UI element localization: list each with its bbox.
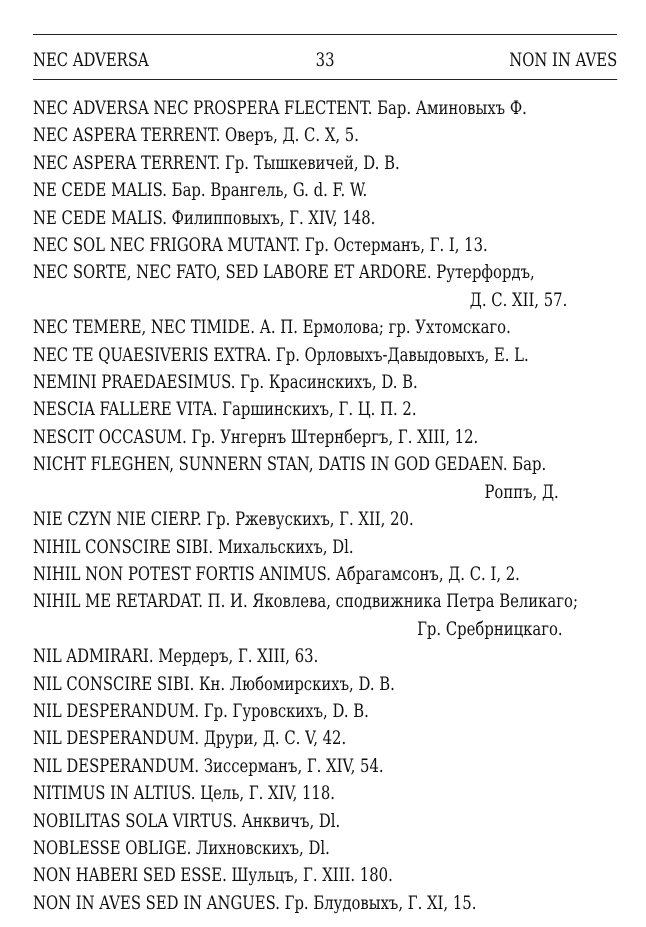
motto-entry [33,177,617,204]
motto-entry [33,342,617,369]
motto-entry [33,780,617,807]
motto-text: NEMINI PRAEDAESIMUS. Гр. Красинскихъ, D. B. [33,371,418,394]
motto-entry [33,862,617,889]
motto-text: NIE CZYN NIE CIERP. Гр. Ржевускихъ, Г. XII, 20. [33,508,414,531]
motto-text: NEC TEMERE, NEC TIMIDE. А. П. Ермолова; гр. Ухтомскаго. [33,316,511,339]
motto-text: NON HABERI SED ESSE. Шульцъ, Г. XIII. 180. [33,864,393,887]
page-number: 33 [315,49,335,71]
motto-text: NITIMUS IN ALTIUS. Цель, Г. XIV, 118. [33,782,336,805]
motto-entry [33,232,617,259]
motto-text: NEC SOL NEC FRIGORA MUTANT. Гр. Остерманъ, Г. I, 13. [33,234,488,257]
motto-text: NE CEDE MALIS. Бар. Врангель, G. d. F. W. [33,179,368,202]
motto-text: NEC ASPERA TERRENT. Оверъ, Д. С. X, 5. [33,124,359,147]
motto-entry [33,890,617,917]
motto-list [33,95,617,917]
motto-entry [33,451,617,506]
motto-text: NIL DESPERANDUM. Друри, Д. С. V, 42. [33,727,347,750]
motto-text: NICHT FLEGHEN, SUNNERN STAN, DATIS IN GOD GEDAEN. Бар. [33,453,547,476]
motto-text: NIL DESPERANDUM. Зиссерманъ, Г. XIV, 54. [33,754,384,777]
header-right-catchword: NON IN AVES [509,49,618,71]
motto-text: NESCIT OCCASUM. Гр. Унгернъ Штернбергъ, Г. XIII, 12. [33,425,479,448]
motto-entry [33,835,617,862]
motto-text: NON IN AVES SED IN ANGUES. Гр. Блудовыхъ, Г. XI, 15. [33,891,477,914]
motto-entry [33,259,617,314]
motto-text: NOBILITAS SOLA VIRTUS. Анквичъ, Dl. [33,809,341,832]
motto-text: NEC ASPERA TERRENT. Гр. Тышкевичей, D. B. [33,151,400,174]
motto-entry [33,314,617,341]
motto-entry [33,671,617,698]
motto-entry [33,588,617,643]
motto-text: NIHIL CONSCIRE SIBI. Михальскихъ, Dl. [33,535,354,558]
motto-text: NIL CONSCIRE SIBI. Кн. Любомирскихъ, D. B. [33,672,395,695]
motto-entry [33,534,617,561]
motto-continuation: Гр. Сребрницкаго. [417,617,563,640]
motto-text: NEC TE QUAESIVERIS EXTRA. Гр. Орловыхъ-Давыдовыхъ, E. L. [33,343,529,366]
motto-entry [33,424,617,451]
motto-entry [33,698,617,725]
motto-entry [33,95,617,122]
motto-text: NIHIL ME RETARDAT. П. И. Яковлева, сподвижника Петра Великаго; [33,590,578,613]
motto-entry [33,205,617,232]
motto-text: NE CEDE MALIS. Филипповыхъ, Г. XIV, 148. [33,206,376,229]
motto-entry [33,753,617,780]
motto-entry [33,396,617,423]
motto-text: NEC SORTE, NEC FATO, SED LABORE ET ARDORE. Рутерфордъ, [33,261,535,284]
running-header [33,41,617,80]
motto-text: NIHIL NON POTEST FORTIS ANIMUS. Абрагамсонъ, Д. С. I, 2. [33,562,520,585]
motto-entry [33,506,617,533]
motto-entry [33,122,617,149]
motto-entry [33,725,617,752]
motto-continuation: Д. С. XII, 57. [469,288,568,311]
motto-text: NIL ADMIRARI. Мердеръ, Г. XIII, 63. [33,645,319,668]
motto-entry [33,369,617,396]
header-left-catchword: NEC ADVERSA [33,49,149,71]
motto-text: NOBLESSE OBLIGE. Лихновскихъ, Dl. [33,836,330,859]
top-rule [33,34,617,35]
motto-entry [33,150,617,177]
motto-entry [33,808,617,835]
motto-entry [33,643,617,670]
motto-entry [33,561,617,588]
motto-text: NESCIA FALLERE VITA. Гаршинскихъ, Г. Ц. П. 2. [33,398,417,421]
motto-continuation: Роппъ, Д. [484,480,559,503]
motto-text: NEC ADVERSA NEC PROSPERA FLECTENT. Бар. Аминовыхъ Ф. [33,97,527,119]
motto-text: NIL DESPERANDUM. Гр. Гуровскихъ, D. B. [33,699,369,722]
